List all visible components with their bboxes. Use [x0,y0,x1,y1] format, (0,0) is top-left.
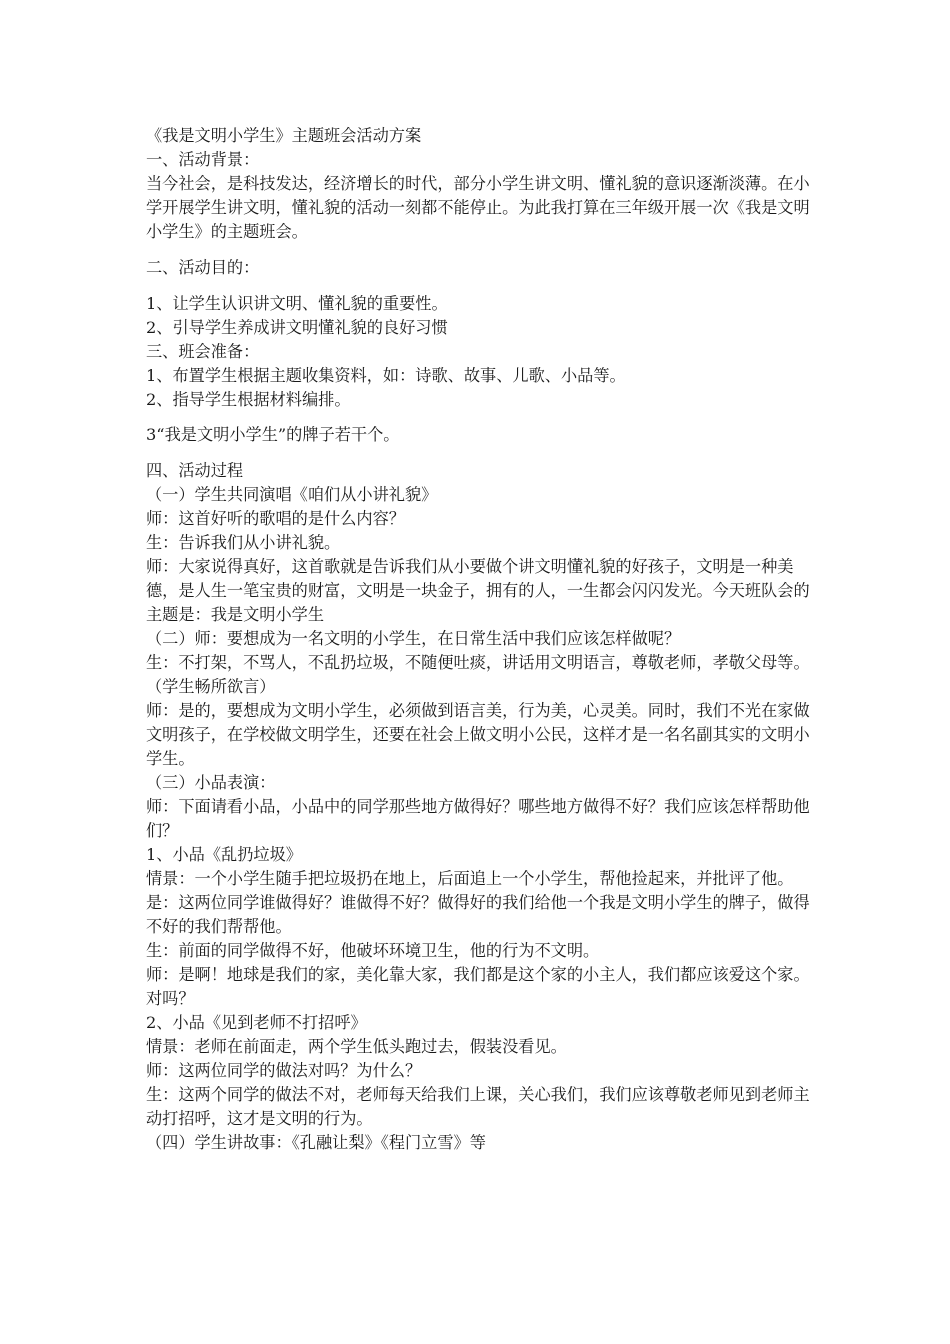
process-part-4: （四）学生讲故事：《孔融让梨》《程门立雪》等 [146,1133,486,1152]
heading-process: 四、活动过程 [146,461,244,480]
prep-item-3: 3“我是文明小学生”的牌子若干个。 [146,425,400,444]
heading-goals: 二、活动目的： [146,258,260,277]
prep-item-2: 2、指导学生根据材料编排。 [146,390,351,409]
dialogue-line: 生：告诉我们从小讲礼貌。 [146,533,341,552]
process-part-2: （二）师：要想成为一名文明的小学生，在日常生活中我们应该怎样做呢？ [146,629,681,648]
process-part-3: （三）小品表演： [146,773,276,792]
skit-2-title: 2、小品《见到老师不打招呼》 [146,1013,367,1032]
dialogue-line: 生：前面的同学做得不好，他破坏环境卫生，他的行为不文明。 [146,941,600,960]
process-part-1: （一）学生共同演唱《咱们从小讲礼貌》 [146,485,438,504]
dialogue-line: 生：不打架，不骂人，不乱扔垃圾，不随便吐痰，讲话用文明语言，尊敬老师，孝敬父母等。（学生畅所欲言） [146,653,810,696]
goal-item-1: 1、让学生认识讲文明、懂礼貌的重要性。 [146,294,448,313]
dialogue-line: 是：这两位同学谁做得好？谁做得不好？做得好的我们给他一个我是文明小学生的牌子，做得不好的我们帮帮他。 [146,893,810,936]
dialogue-line: 师：是啊！地球是我们的家，美化靠大家，我们都是这个家的小主人，我们都应该爱这个家。对吗？ [146,965,810,1008]
heading-preparation: 三、班会准备： [146,342,260,361]
skit-1-title: 1、小品《乱扔垃圾》 [146,845,302,864]
heading-background: 一、活动背景： [146,150,260,169]
dialogue-line: 师：这两位同学的做法对吗？为什么？ [146,1061,422,1080]
dialogue-line: 师：是的，要想成为文明小学生，必须做到语言美，行为美，心灵美。同时，我们不光在家做文明孩子，在学校做文明学生，还要在社会上做文明小公民，这样才是一名名副其实的文明小学生。 [146,701,810,768]
document-body [146,124,814,1155]
paragraph-background: 当今社会，是科技发达，经济增长的时代，部分小学生讲文明、懂礼貌的意识逐渐淡薄。在小学开展学生讲文明，懂礼貌的活动一刻都不能停止。为此我打算在三年级开展一次《我是文明小学生》的主题班会。 [146,174,810,241]
dialogue-line: 师：这首好听的歌唱的是什么内容？ [146,509,405,528]
goal-item-2: 2、引导学生养成讲文明懂礼貌的良好习惯 [146,318,448,337]
dialogue-line: 师：大家说得真好，这首歌就是告诉我们从小要做个讲文明懂礼貌的好孩子，文明是一种美德，是人生一笔宝贵的财富，文明是一块金子，拥有的人，一生都会闪闪发光。今天班队会的主题是：我是文明小学生 [146,557,810,624]
dialogue-line: 生：这两个同学的做法不对，老师每天给我们上课，关心我们，我们应该尊敬老师见到老师主动打招呼，这才是文明的行为。 [146,1085,810,1128]
skit-2-scene: 情景：老师在前面走，两个学生低头跑过去，假装没看见。 [146,1037,567,1056]
dialogue-line: 师：下面请看小品，小品中的同学那些地方做得好？哪些地方做得不好？我们应该怎样帮助他们？ [146,797,810,840]
skit-1-scene: 情景：一个小学生随手把垃圾扔在地上，后面追上一个小学生，帮他捡起来，并批评了他。 [146,869,794,888]
document-title: 《我是文明小学生》主题班会活动方案 [146,126,422,145]
prep-item-1: 1、布置学生根据主题收集资料，如：诗歌、故事、儿歌、小品等。 [146,366,626,385]
